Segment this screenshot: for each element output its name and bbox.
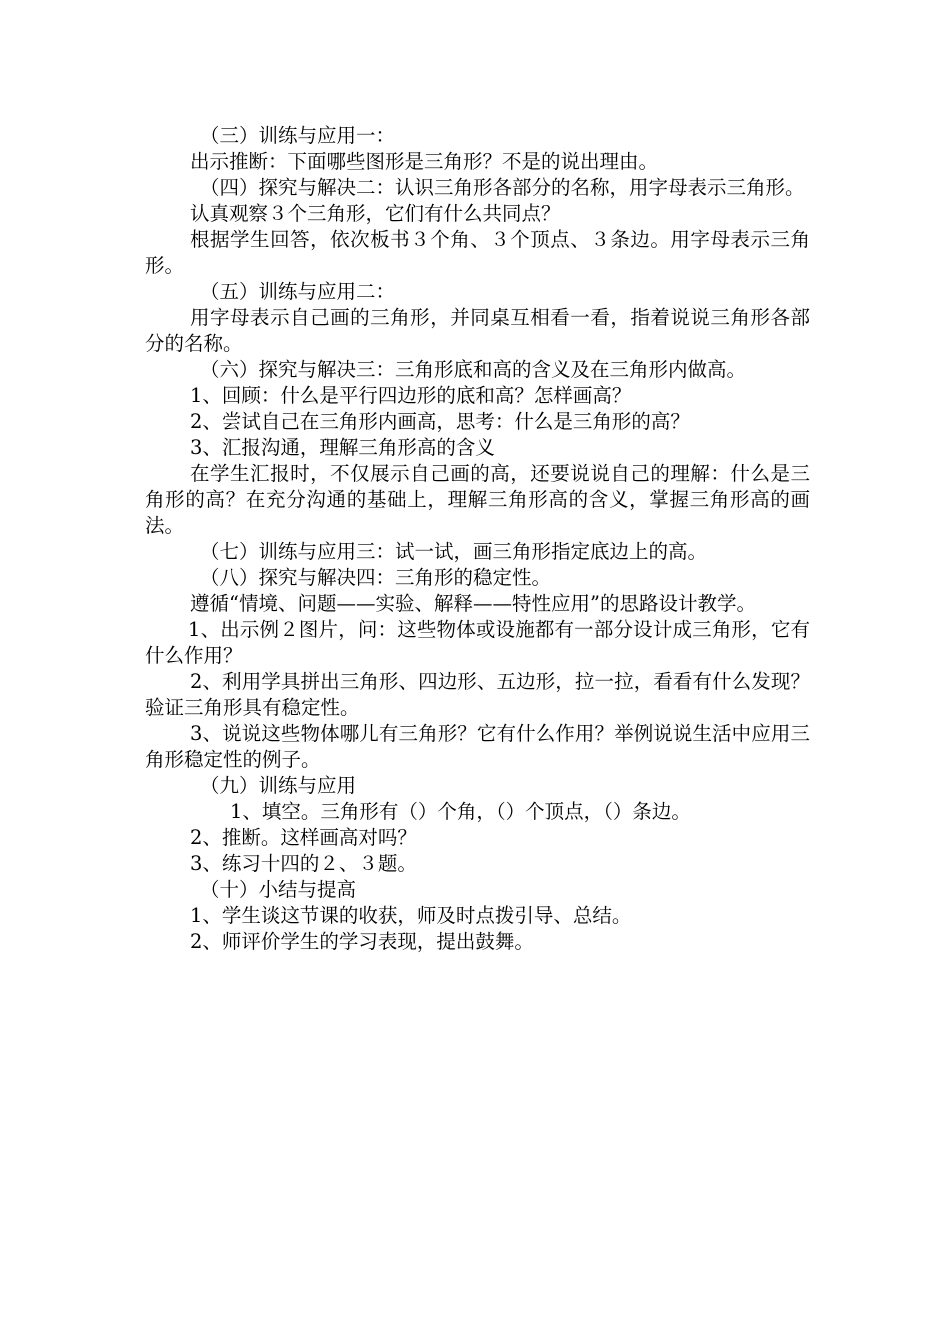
section-heading-7: （七）训练与应用三：试一试，画三角形指定底边上的高。 <box>200 540 708 563</box>
section-heading-3: （三）训练与应用一： <box>200 124 396 147</box>
list-item: 1、回顾：什么是平行四边形的底和高？怎样画高？ <box>190 384 632 407</box>
paragraph: 出示推断：下面哪些图形是三角形？不是的说出理由。 <box>190 150 659 173</box>
list-item: 1、学生谈这节课的收获，师及时点拨引导、总结。 <box>190 904 632 927</box>
list-item: 2、尝试自己在三角形内画高，思考：什么是三角形的高？ <box>190 410 690 433</box>
list-item: 2、利用学具拼出三角形、四边形、五边形，拉一拉，看看有什么发现？验证三角形具有稳定性。 <box>145 670 810 719</box>
paragraph: 认真观察３个三角形，它们有什么共同点？ <box>190 202 561 225</box>
section-heading-5: （五）训练与应用二： <box>200 280 396 303</box>
section-heading-4: （四）探究与解决二：认识三角形各部分的名称，用字母表示三角形。 <box>200 176 805 199</box>
section-heading-9: （九）训练与应用 <box>200 774 357 797</box>
list-item: 2、推断。这样画高对吗？ <box>190 826 417 849</box>
list-item: 3、汇报沟通，理解三角形高的含义 <box>190 436 495 459</box>
section-heading-6: （六）探究与解决三：三角形底和高的含义及在三角形内做高。 <box>200 358 747 381</box>
paragraph: 根据学生回答，依次板书３个角、３个顶点、３条边。用字母表示三角形。 <box>145 228 810 277</box>
section-heading-8: （八）探究与解决四：三角形的稳定性。 <box>200 566 552 589</box>
paragraph: 遵循“情境、问题——实验、解释——特性应用”的思路设计教学。 <box>190 592 756 615</box>
list-item: 3、说说这些物体哪儿有三角形？它有什么作用？举例说说生活中应用三角形稳定性的例子。 <box>145 722 810 771</box>
section-heading-10: （十）小结与提高 <box>200 878 357 901</box>
list-item: 1、出示例２图片，问：这些物体或设施都有一部分设计成三角形，它有什么作用？ <box>145 618 810 667</box>
paragraph: 在学生汇报时，不仅展示自己画的高，还要说说自己的理解：什么是三角形的高？在充分沟通的基础上，理解三角形高的含义，掌握三角形高的画法。 <box>145 462 810 537</box>
document-body <box>145 123 810 955</box>
list-item: 1、填空。三角形有（）个角，（）个顶点，（）条边。 <box>230 800 691 823</box>
list-item: 3、练习十四的２、３题。 <box>190 852 417 875</box>
paragraph: 用字母表示自己画的三角形，并同桌互相看一看，指着说说三角形各部分的名称。 <box>145 306 810 355</box>
list-item: 2、师评价学生的学习表现，提出鼓舞。 <box>190 930 534 953</box>
